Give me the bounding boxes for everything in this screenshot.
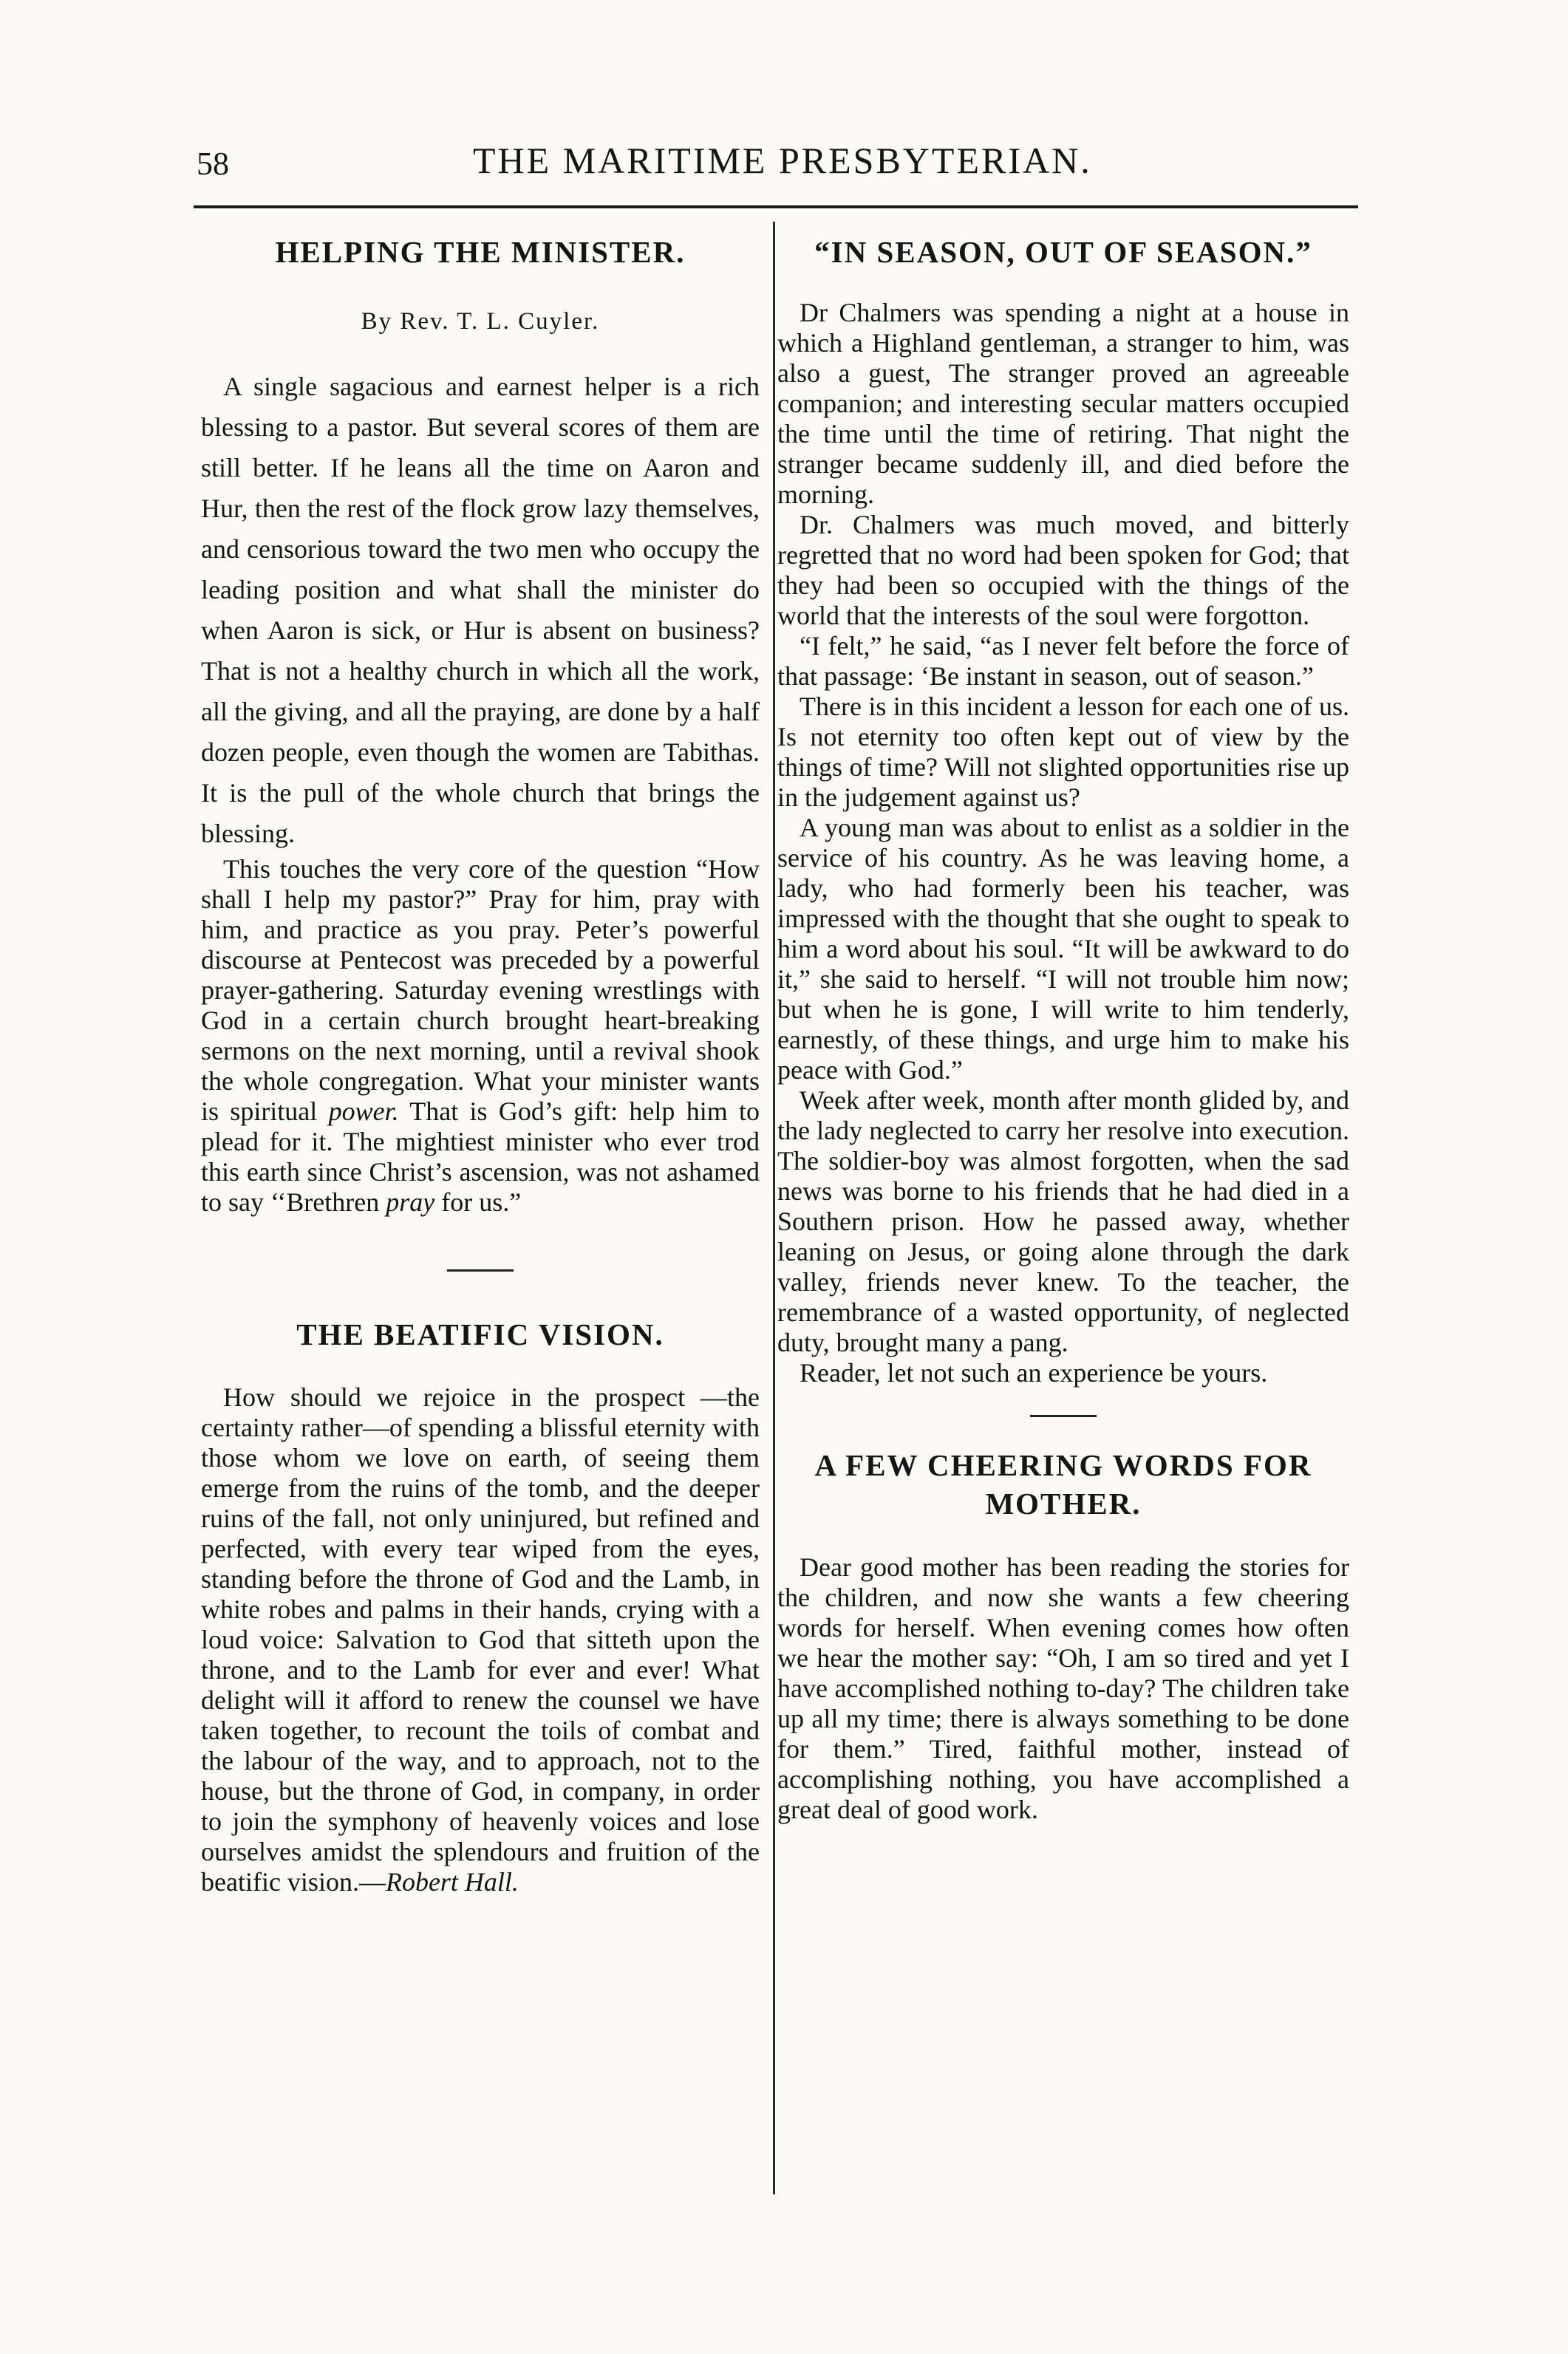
article-in-season [777,233,1349,1388]
paragraph: A young man was about to enlist as a soldier in the service of his country. As he was leaving home, a lady, who had formerly been his teacher, was impressed with the thought that she ought to speak to him a word about his soul. “It will be awkward to do it,” she said to herself. “I will not trouble him now; but when he is gone, I will write to him tenderly, earnestly, of these things, and urge him to make his peace with God.” [777,813,1349,1085]
article-title: THE BEATIFIC VISION. [296,1317,664,1352]
article-helping-the-minister [201,233,760,1218]
running-head: THE MARITIME PRESBYTERIAN. [473,140,1092,181]
section-divider [447,1269,514,1272]
paragraph: This touches the very core of the question “How shall I help my pastor?” Pray for him, pray with him, and practice as you pray. Peter’s powerful discourse at Pentecost was preceded by a powerful prayer-gathering. Saturday evening wrestlings with God in a certain church brought heart-breaking sermons on the next morning, until a revival shook the whole congregation. What your minister wants is spiritual power. That is God’s gift: help him to plead for it. The mightiest minister who ever trod this earth since Christ’s ascension, was not ashamed to say ‘‘Brethren pray for us.” [201,854,760,1218]
paragraph: Dr Chalmers was spending a night at a house in which a Highland gentleman, a stranger to him, was also a guest, The stranger proved an agreeable companion; and interesting secular matters occupied the time until the time of retiring. That night the stranger became suddenly ill, and died before the morning. [777,298,1349,510]
paragraph: How should we rejoice in the prospect —the certainty rather—of spending a blissful eternity with those whom we love on earth, of seeing them emerge from the ruins of the tomb, and the deeper ruins of the fall, not only uninjured, but refined and perfected, with every tear wiped from the eyes, standing before the throne of God and the Lamb, in white robes and palms in their hands, crying with a loud voice: Salvation to God that sitteth upon the throne, and to the Lamb for ever and ever! What delight will it afford to renew the counsel we have taken together, to recount the toils of combat and the labour of the way, and to approach, not to the house, but the throne of God, in company, in order to join the symphony of heavenly voices and lose ourselves amidst the splendours and fruition of the beatific vision.—Robert Hall. [201,1382,760,1897]
right-column [777,233,1349,1825]
paragraph: There is in this incident a lesson for each one of us. Is not eternity too often kept out of view by the things of time? Will not slighted opportunities rise up in the judgement against us? [777,692,1349,813]
article-lead-body [201,366,760,854]
article-title: HELPING THE MINISTER. [275,235,686,269]
paragraph: Reader, let not such an experience be yours. [800,1358,1268,1388]
article-beatific-vision [201,1316,760,1897]
left-column [201,233,760,1897]
paragraph: Dr. Chalmers was much moved, and bitterly regretted that no word had been spoken for God; that they had been so occupied with the things of the world that the interests of the soul were forgotton. [777,510,1349,631]
column-divider [773,222,775,2194]
article-cheering-words [777,1447,1349,1825]
paragraph: A single sagacious and earnest helper is a rich blessing to a pastor. But several scores of them are still better. If he leans all the time on Aaron and Hur, then the rest of the flock grow lazy themselves, and censorious toward the two men who occupy the leading position and what shall the minister do when Aaron is sick, or Hur is absent on business? That is not a healthy church in which all the work, all the giving, and all the praying, are done by a half dozen people, even though the women are Tabithas. It is the pull of the whole church that brings the blessing. [201,372,760,849]
article-byline: By Rev. T. L. Cuyler. [361,308,600,335]
paragraph: “I felt,” he said, “as I never felt before the force of that passage: ‘Be instant in season, out of season.” [777,631,1349,692]
paragraph: Week after week, month after month glided by, and the lady neglected to carry her resolve into execution. The soldier-boy was almost forgotten, when the sad news was borne to his friends that he had died in a Southern prison. How he passed away, whether leaning on Jesus, or going alone through the dark valley, friends never knew. To the teacher, the remembrance of a wasted opportunity, of neglected duty, brought many a pang. [777,1085,1349,1358]
page-number: 58 [197,146,229,182]
article-title: “IN SEASON, OUT OF SEASON.” [814,235,1312,269]
article-title: A FEW CHEERING WORDS FOR MOTHER. [814,1448,1312,1521]
paragraph: Dear good mother has been reading the stories for the children, and now she wants a few cheering words for herself. When evening comes how often we hear the mother say: “Oh, I am so tired and yet I have accomplished nothing to-day? The children take up all my time; there is always something to be done for them.” Tired, faithful mother, instead of accomplishing nothing, you have accomplished a great deal of good work. [777,1552,1349,1824]
section-divider [1030,1415,1097,1417]
header-rule [194,205,1358,208]
article-body [201,854,760,1218]
